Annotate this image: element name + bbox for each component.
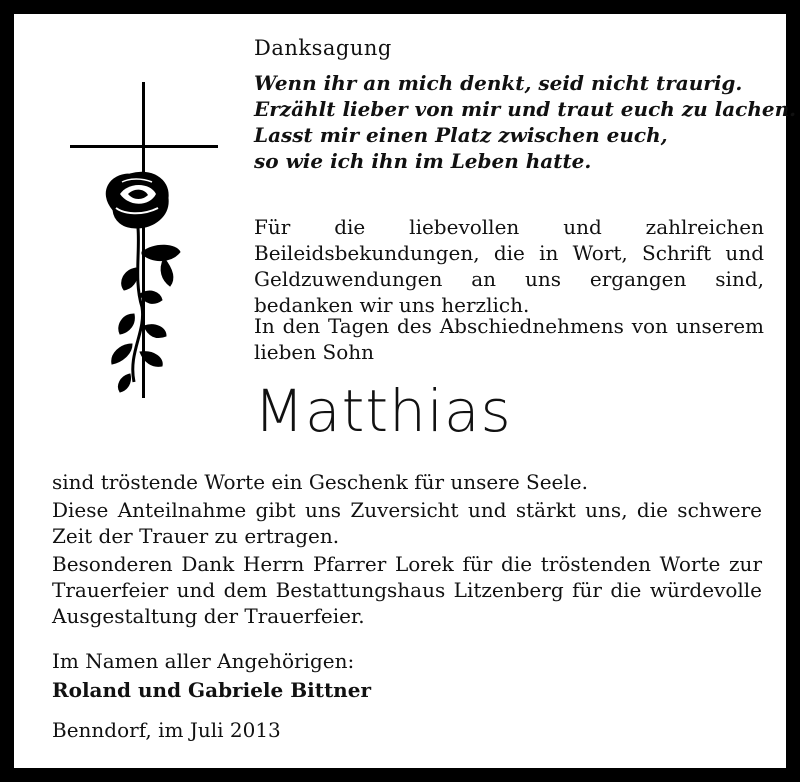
verse-line: Lasst mir einen Platz zwischen euch, xyxy=(254,123,668,147)
notice-heading: Danksagung xyxy=(254,36,392,60)
sympathy-paragraph: Diese Anteilnahme gibt uns Zuversicht und stärkt uns, die schwere Zeit der Trauer zu ertragen. xyxy=(52,498,762,548)
verse-line: so wie ich ihn im Leben hatte. xyxy=(254,149,592,173)
memorial-verse xyxy=(254,70,797,174)
cross-icon xyxy=(70,82,218,398)
comfort-paragraph: sind tröstende Worte ein Geschenk für unsere Seele. xyxy=(52,470,588,494)
signatories: Roland und Gabriele Bittner xyxy=(52,678,371,702)
verse-line: Erzählt lieber von mir und traut euch zu lachen. xyxy=(254,97,797,121)
special-thanks-paragraph: Besonderen Dank Herrn Pfarrer Lorek für die tröstenden Worte zur Trauerfeier und dem Bestattungshaus Litzenberg für die würdevolle Ausgestaltung der Trauerfeier. xyxy=(52,552,762,628)
cross-with-rose-graphic xyxy=(58,82,218,402)
closing-line: Im Namen aller Angehörigen: xyxy=(52,649,355,673)
deceased-name: Matthias xyxy=(254,377,512,445)
verse-line: Wenn ihr an mich denkt, seid nicht traurig. xyxy=(254,71,743,95)
farewell-paragraph: In den Tagen des Abschiednehmens von unserem lieben Sohn xyxy=(254,314,764,364)
thanks-paragraph: Für die liebevollen und zahlreichen Beileidsbekundungen, die in Wort, Schrift und Geldzuwendungen an uns ergangen sind, bedanken wir uns herzlich. xyxy=(254,215,764,317)
place-date: Benndorf, im Juli 2013 xyxy=(52,718,281,742)
